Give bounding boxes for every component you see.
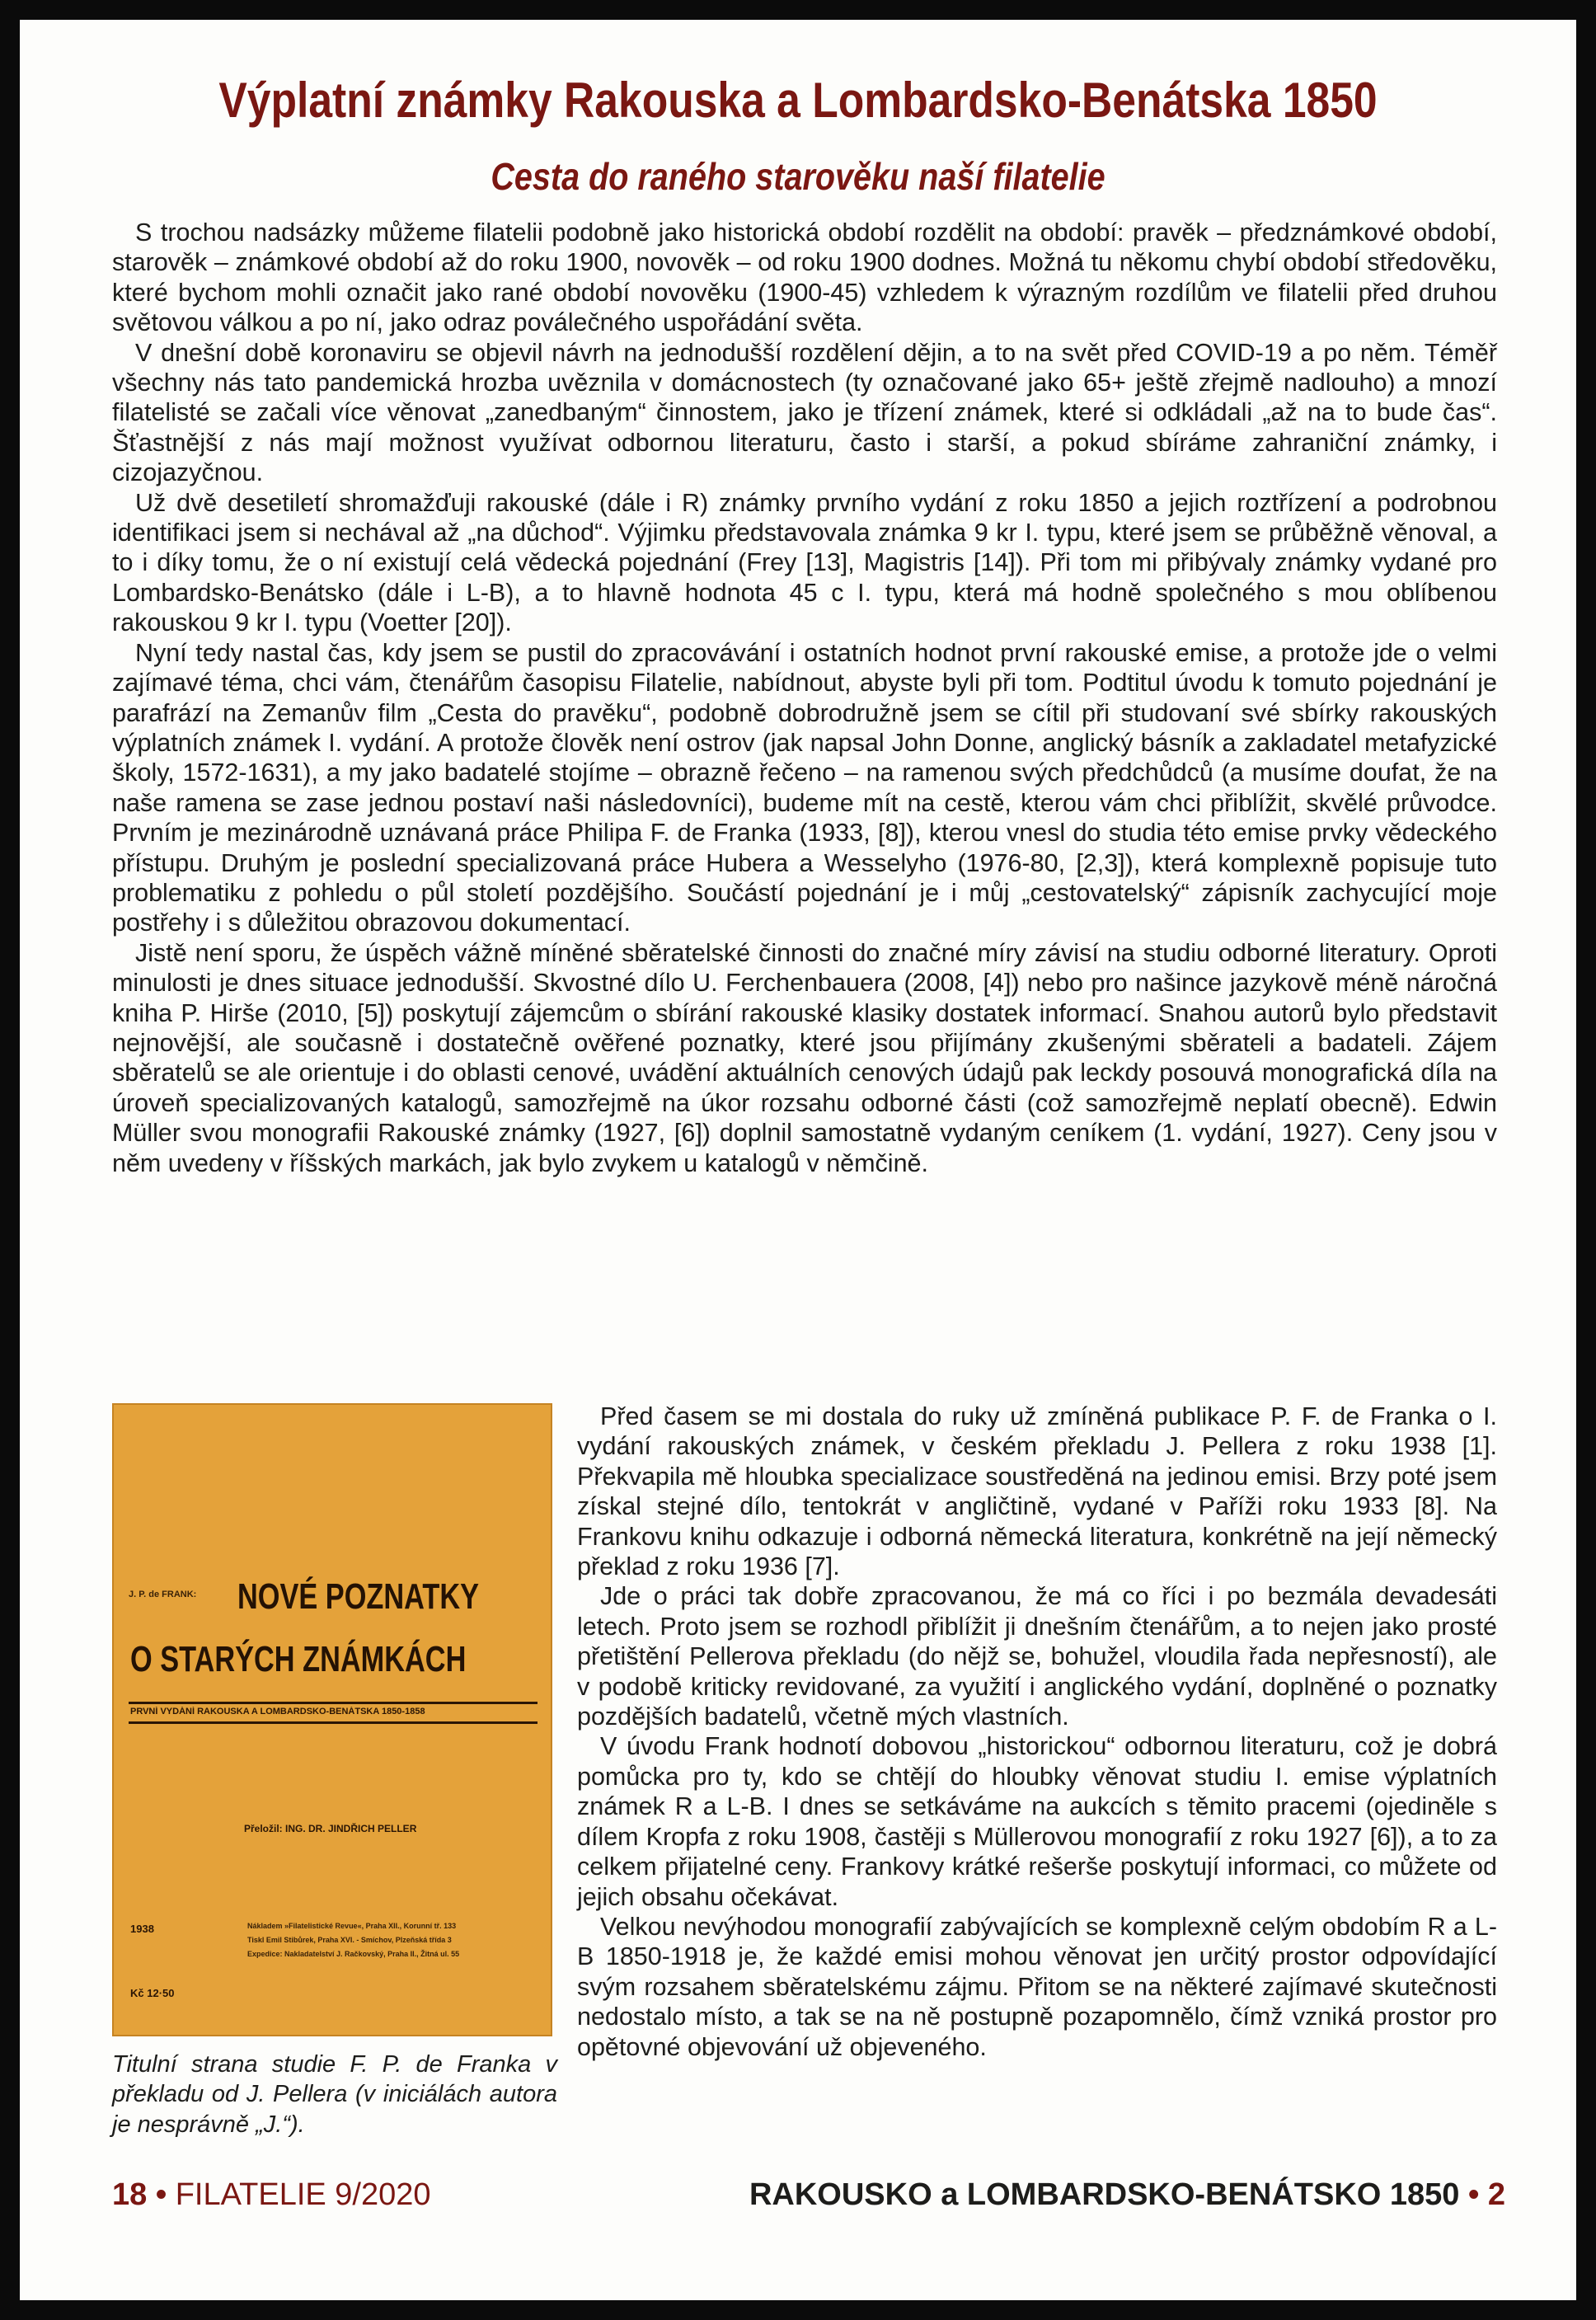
cover-rule	[129, 1702, 537, 1704]
cover-tagline: PRVNÍ VYDÁNÍ RAKOUSKA A LOMBARDSKO-BENÁTSKA 1850-1858	[130, 1707, 425, 1717]
cover-title-line1: NOVÉ POZNATKY	[237, 1576, 480, 1617]
page-number: 18	[112, 2177, 148, 2212]
paragraph: Jistě není sporu, že úspěch vážně míněné sběratelské činnosti do značné míry závisí na studiu odborné literatury. Oproti minulosti je dnes situace jednodušší. Skvostné dílo U. Ferchenbauera (2008, [4]) nebo pro našince jazykově méně náročná kniha P. Hiršе (2010, [5]) poskytují zájemcům o sbírání rakouské klasiky dostatek informací. Snahou autorů bylo představit nejnovější, ale současně i dostatečně ověřené poznatky, které jsou přijímány zkušenými sběrateli a badateli. Zájem sběratelů se ale orientuje i do oblasti cenové, uvádění aktuálních cenových údajů pak leckdy posouvá monografická díla na úroveň specializovaných katalogů, samozřejmě na úkor rozsahu odborné části (což samozřejmě neplatí obecně). Edwin Müller svou monografii Rakouské známky (1927, [6]) doplnil samostatně vydaným ceníkem (1. vydání, 1927). Ceny jsou v něm uvedeny v říšských markách, jak bylo zvykem u katalogů v němčině.	[112, 938, 1497, 1177]
paragraph: V dnešní době koronaviru se objevil návrh na jednodušší rozdělení dějin, a to na svět před COVID-19 a po něm. Téměř všechny nás tato pandemická hrozba uvěznila v domácnostech (ty označované jako 65+ ještě zřejmě nadlouho) a mnozí filatelisté se začali více věnovat „zanedbaným“ činnostem, jako je třízení známek, které si odkládali „až na to bude čas“. Šťastnější z nás mají možnost využívat odbornou literaturu, často i starší, a pokud sbíráme zahraniční známky, i cizojazyčnou.	[112, 338, 1497, 487]
paragraph: Jde o práci tak dobře zpracovanou, že má co říci i po bezmála devadesáti letech. Proto jsem se rozhodl přiblížit ji dnešním čtenářům, a to nejen jako prosté přetištění Pellerova překladu (do nějž se, bohužel, vloudila řada nepřesností), ale v podobě kriticky revidované, za využití i anglického vydání, doplněné o poznatky pozdějších badatelů, včetně mých vlastních.	[577, 1582, 1497, 1731]
article-column	[577, 1402, 1497, 2062]
cover-author: J. P. de FRANK:	[129, 1590, 197, 1599]
cover-publisher	[247, 1919, 544, 1961]
magazine-issue: FILATELIE 9/2020	[175, 2177, 431, 2212]
cover-title-line2: O STARÝCH ZNÁMKÁCH	[130, 1639, 467, 1679]
figure-caption: Titulní strana studie F. P. de Franka v překladu od J. Pellera (v iniciálách autora je nesprávně „J.“).	[112, 2051, 557, 2138]
article-subtitle: Cesta do raného starověku naší filatelie	[491, 155, 1105, 198]
section-title: RAKOUSKO a LOMBARDSKO-BENÁTSKO 1850	[749, 2177, 1460, 2212]
cover-price: Kč 12·50	[130, 1987, 175, 1999]
cover-year: 1938	[130, 1923, 154, 1935]
paragraph: S trochou nadsázky můžeme filatelii podobně jako historická období rozdělit na období: pravěk – předznámkové období, starověk – známkové období až do roku 1900, novověk – od roku 1900 dodnes. Možná tu někomu chybí období středověku, které bychom mohli označit jako rané období novověku (1900-45) vzhledem k výrazným rozdílům ve filatelii před druhou světovou válkou a po ní, jako odraz poválečného uspořádání světa.	[112, 218, 1497, 337]
bullet-separator: •	[155, 2177, 167, 2212]
article-title: Výplatní známky Rakouska a Lombardsko-Benátska 1850	[218, 73, 1378, 128]
footer-left	[112, 2177, 431, 2213]
paragraph: Nyní tedy nastal čas, kdy jsem se pustil do zpracovávání i ostatních hodnot první rakouské emise, a protože jde o velmi zajímavé téma, chci vám, čtenářům časopisu Filatelie, nabídnout, abyste byli při tom. Podtitul úvodu k tomuto pojednání je parafrází na Zemanův film „Cesta do pravěku“, podobně dobrodružně jsem se cítil při studovaní své sbírky rakouských výplatních známek I. vydání. A protože člověk není ostrov (jak napsal John Donne, anglický básník a zakladatel metafyzické školy, 1572-1631), a my jako badatelé stojíme – obrazně řečeno – na ramenou svých předchůdců (a musíme doufat, že na naše ramena se zase jednou postaví naši následovníci), budeme mít na cestě, kterou vám chci přiblížit, skvělé průvodce. Prvním je mezinárodně uznávaná práce Philipa F. de Franka (1933, [8]), kterou vnesl do studia této emise prvky vědeckého přístupu. Druhým je poslední specializovaná práce Hubera a Wesselyho (1976-80, [2,3]), která komplexně popisuje tuto problematiku z pohledu o půl století pozdějšího. Součástí pojednání je i můj „cestovatelský“ zápisník zachycující moje postřehy i s důležitou obrazovou dokumentací.	[112, 638, 1497, 937]
page-footer	[112, 2177, 1505, 2213]
cover-publisher-line: Nákladem »Filatelistické Revue«, Praha XII., Korunní tř. 133	[247, 1922, 457, 1930]
footer-right	[749, 2177, 1505, 2213]
cover-publisher-line: Tiskl Emil Stibůrek, Praha XVI. - Smíchov, Plzeňská třída 3	[247, 1936, 452, 1944]
paragraph: V úvodu Frank hodnotí dobovou „historickou“ odbornou literaturu, což je dobrá pomůcka pro ty, kdo se chtějí do hloubky věnovat studiu I. emise výplatních známek R a L-B. I dnes se setkáváme na aukcích s těmito pracemi (ojediněle s dílem Kropfa z roku 1908, častěji s Müllerovou monografií z roku 1927 [6]), a to za celkem přijatelné ceny. Frankovy krátké rešerše poskytují informaci, co můžete od jejich obsahu očekávat.	[577, 1732, 1497, 1911]
paragraph: Už dvě desetiletí shromažďuji rakouské (dále i R) známky prvního vydání z roku 1850 a jejich roztřízení a podrobnou identifikaci jsem si nechával až „na důchod“. Výjimku představovala známka 9 kr I. typu, které jsem se průběžně věnoval, a to i díky tomu, že o ní existují celá vědecká pojednání (Frey [13], Magistris [14]). Při tom mi přibývaly známky vydané pro Lombardsko-Benátsko (dále i L-B), a to hlavně hodnota 45 c I. typu, která má hodně společného s mou oblíbenou rakouskou 9 kr I. typu (Voetter [20]).	[112, 488, 1497, 637]
cover-publisher-line: Expedice: Nakladatelství J. Račkovský, Praha II., Žitná ul. 55	[247, 1950, 460, 1958]
book-cover-figure	[112, 1403, 552, 2036]
cover-rule	[129, 1721, 537, 1724]
bullet-separator: •	[1467, 2177, 1480, 2212]
paragraph: Před časem se mi dostala do ruky už zmíněná publikace P. F. de Franka o I. vydání rakouských známek, v českém překladu J. Pellera z roku 1938 [1]. Překvapila mě hloubka specializace soustředěná na jedinou emisi. Brzy poté jsem získal stejné dílo, tentokrát v angličtině, vydané v Paříži roku 1933 [8]. Na Frankovu knihu odkazuje i odborná německá literatura, konkrétně na její německý překlad z roku 1936 [7].	[577, 1402, 1497, 1581]
article-body	[112, 218, 1497, 1178]
chapter-number: 2	[1487, 2177, 1505, 2212]
cover-translator: Přeložil: ING. DR. JINDŘICH PELLER	[244, 1823, 417, 1834]
paragraph: Velkou nevýhodou monografií zabývajících se komplexně celým obdobím R a L-B 1850-1918 je, že každé emisi mohou věnovat jen určitý prostor odpovídající svým rozsahem sběratelskému zájmu. Přitom se na některé zajímavé skutečnosti nedostalo místo, a tak se na ně postupně pozapomnělo, čímž vzniká prostor pro opětovné objevování už objeveného.	[577, 1912, 1497, 2061]
